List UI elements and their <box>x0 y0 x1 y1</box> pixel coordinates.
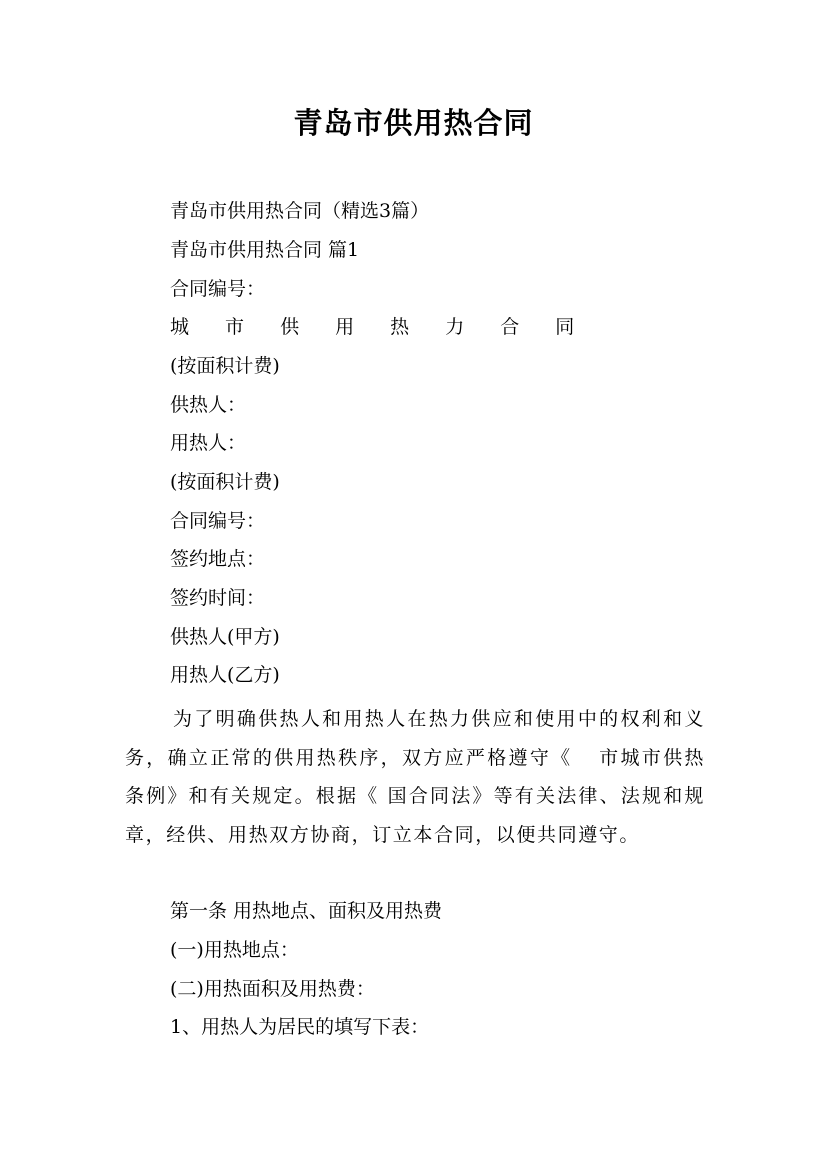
clause-item-2-1: 1、用热人为居民的填写下表： <box>170 1016 430 1038</box>
preamble-text-part-1: 为了明确供热人和用热人在热力供应和使用中的权利和义务，确立正常的供用热秩序，双方应严格遵守《 <box>125 708 705 769</box>
contract-number-line-2: 合同编号： <box>170 510 266 532</box>
contract-name-line: 城 市 供 用 热 力 合 同 <box>170 316 590 338</box>
supplier-line: 供热人： <box>170 394 247 416</box>
document-title: 青岛市供用热合同 <box>293 106 534 140</box>
clause-item-1: (一)用热地点： <box>170 939 299 961</box>
billing-method-line: (按面积计费) <box>170 355 280 377</box>
user-line: 用热人： <box>170 432 247 454</box>
preamble-paragraph <box>125 700 705 855</box>
party-b-line: 用热人(乙方) <box>170 664 280 686</box>
party-a-line: 供热人(甲方) <box>170 626 280 648</box>
part-heading: 青岛市供用热合同 篇1 <box>170 239 360 261</box>
billing-method-line-2: (按面积计费) <box>170 471 280 493</box>
signing-place-line: 签约地点： <box>170 548 266 570</box>
article-heading: 第一条 用热地点、面积及用热费 <box>170 900 443 922</box>
preamble-text-part-2: 市城市供热条例》和有关规定。根据《 国合同法》等有关法律、法规和规章，经供、用热双方协商，订立本合同，以便共同遵守。 <box>125 746 705 847</box>
signing-time-line: 签约时间： <box>170 587 266 609</box>
clause-item-2: (二)用热面积及用热费： <box>170 978 375 1000</box>
document-subtitle: 青岛市供用热合同（精选3篇） <box>170 200 430 222</box>
contract-number-line: 合同编号： <box>170 278 266 300</box>
